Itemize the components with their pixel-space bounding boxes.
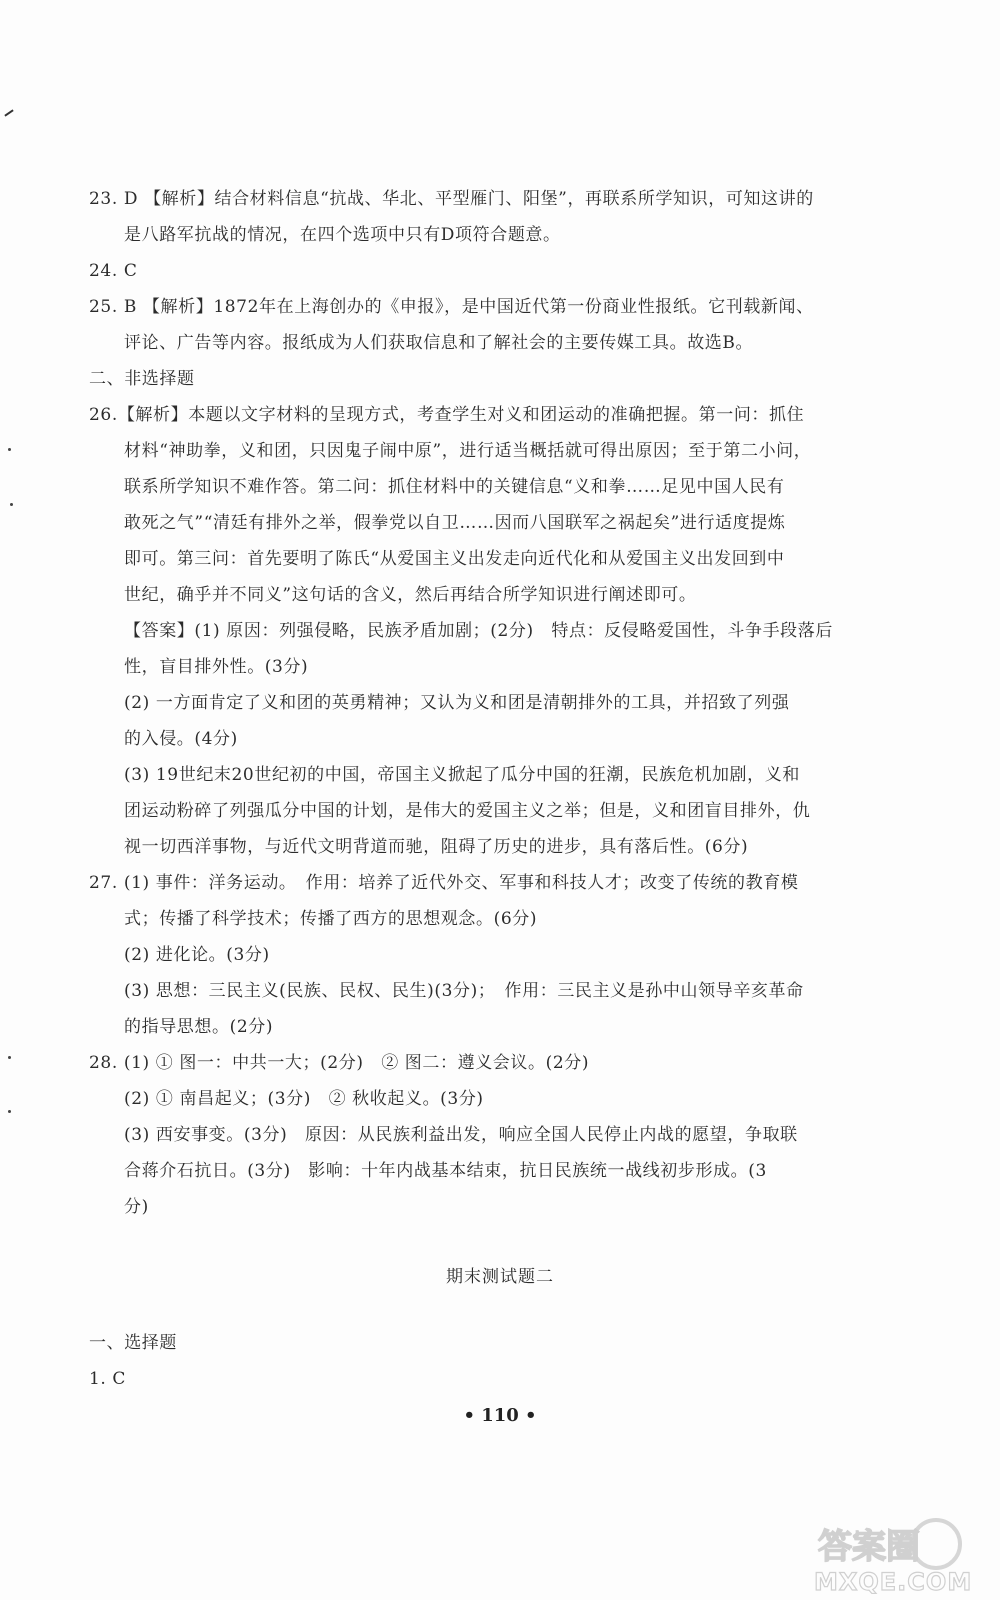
- section-heading-choice: 一、选择题: [89, 1333, 177, 1353]
- answer-26-analysis-line-3: 联系所学知识不难作答。第二问：抓住材料中的关键信息“义和拳……足见中国人民有: [124, 477, 785, 497]
- answer-26-analysis-line-5: 即可。第三问：首先要明了陈氏“从爱国主义出发走向近代化和从爱国主义出发回到中: [124, 549, 785, 569]
- answer-28-line-3: (3) 西安事变。(3分) 原因：从民族利益出发，响应全国人民停止内战的愿望，争取联: [124, 1125, 798, 1145]
- answer-26-key-line-6: 团运动粉碎了列强瓜分中国的计划，是伟大的爱国主义之举；但是，义和团盲目排外，仇: [124, 801, 811, 821]
- scan-edge-dot: [8, 1110, 11, 1113]
- answer-24: 24. C: [89, 261, 138, 281]
- answer-28-line-2: (2) ① 南昌起义；(3分) ② 秋收起义。(3分): [124, 1089, 484, 1109]
- answer-26-key-line-7: 视一切西洋事物，与近代文明背道而驰，阻碍了历史的进步，具有落后性。(6分): [124, 837, 749, 857]
- scan-edge-dot: [8, 1056, 11, 1059]
- answer-27-line-1: 27. (1) 事件：洋务运动。 作用：培养了近代外交、军事和科技人才；改变了传统的教育模: [89, 873, 799, 893]
- answer-28-line-4: 合蒋介石抗日。(3分) 影响：十年内战基本结束，抗日民族统一战线初步形成。(3: [124, 1161, 767, 1181]
- answer-25-line-1: 25. B 【解析】1872年在上海创办的《申报》，是中国近代第一份商业性报纸。它刊载新闻、: [89, 297, 814, 317]
- page-number: • 110 •: [463, 1405, 537, 1426]
- answer-26-key-line-2: 性，盲目排外性。(3分): [124, 657, 309, 677]
- watermark-text-bottom: MXQE.COM: [814, 1568, 973, 1594]
- answer-27-line-2: 式；传播了科学技术；传播了西方的思想观念。(6分): [124, 909, 538, 929]
- section-heading-non-choice: 二、非选择题: [89, 369, 195, 389]
- watermark-text-top: 答案圈: [818, 1527, 920, 1567]
- answer-23-line-1: 23. D 【解析】结合材料信息“抗战、华北、平型雁门、阳堡”，再联系所学知识，可知这讲的: [89, 189, 814, 209]
- answer-26-key-line-1: 【答案】(1) 原因：列强侵略，民族矛盾加剧；(2分) 特点：反侵略爱国性，斗争手段落后: [124, 621, 833, 641]
- scan-edge-dot: [8, 448, 11, 451]
- scan-edge-dot: [10, 503, 13, 506]
- answer-26-key-line-3: (2) 一方面肯定了义和团的英勇精神；又认为义和团是清朝排外的工具，并招致了列强: [124, 693, 790, 713]
- answer-26-key-line-5: (3) 19世纪末20世纪初的中国，帝国主义掀起了瓜分中国的狂潮，民族危机加剧，义和: [124, 765, 800, 785]
- answer-26-analysis-line-2: 材料“神助拳，义和团，只因鬼子闹中原”，进行适当概括就可得出原因；至于第二小问，: [124, 441, 812, 461]
- scan-edge-mark: [4, 109, 13, 116]
- watermark-logo: [808, 1514, 978, 1594]
- section-title: 期末测试题二: [446, 1267, 554, 1287]
- answer-26-analysis-line-4: 敢死之气”“清廷有排外之举，假拳党以自卫……因而八国联军之祸起矣”进行适度提炼: [124, 513, 786, 533]
- answer-27-line-4: (3) 思想：三民主义(民族、民权、民生)(3分)； 作用：三民主义是孙中山领导辛亥革命: [124, 981, 804, 1001]
- answer-26-analysis-line-1: 26.【解析】本题以文字材料的呈现方式，考查学生对义和团运动的准确把握。第一问：抓住: [89, 405, 805, 425]
- answer-27-line-5: 的指导思想。(2分): [124, 1017, 274, 1037]
- answer-28-line-1: 28. (1) ① 图一：中共一大；(2分) ② 图二：遵义会议。(2分): [89, 1053, 590, 1073]
- answer-26-analysis-line-6: 世纪，确乎并不同义”这句话的含义，然后再结合所学知识进行阐述即可。: [124, 585, 697, 605]
- answer-23-line-2: 是八路军抗战的情况，在四个选项中只有D项符合题意。: [124, 225, 561, 245]
- answer-25-line-2: 评论、广告等内容。报纸成为人们获取信息和了解社会的主要传媒工具。故选B。: [124, 333, 754, 353]
- answer-26-key-line-4: 的入侵。(4分): [124, 729, 238, 749]
- answer-28-line-5: 分): [124, 1197, 149, 1217]
- answer-27-line-3: (2) 进化论。(3分): [124, 945, 270, 965]
- answer-1: 1. C: [89, 1369, 127, 1389]
